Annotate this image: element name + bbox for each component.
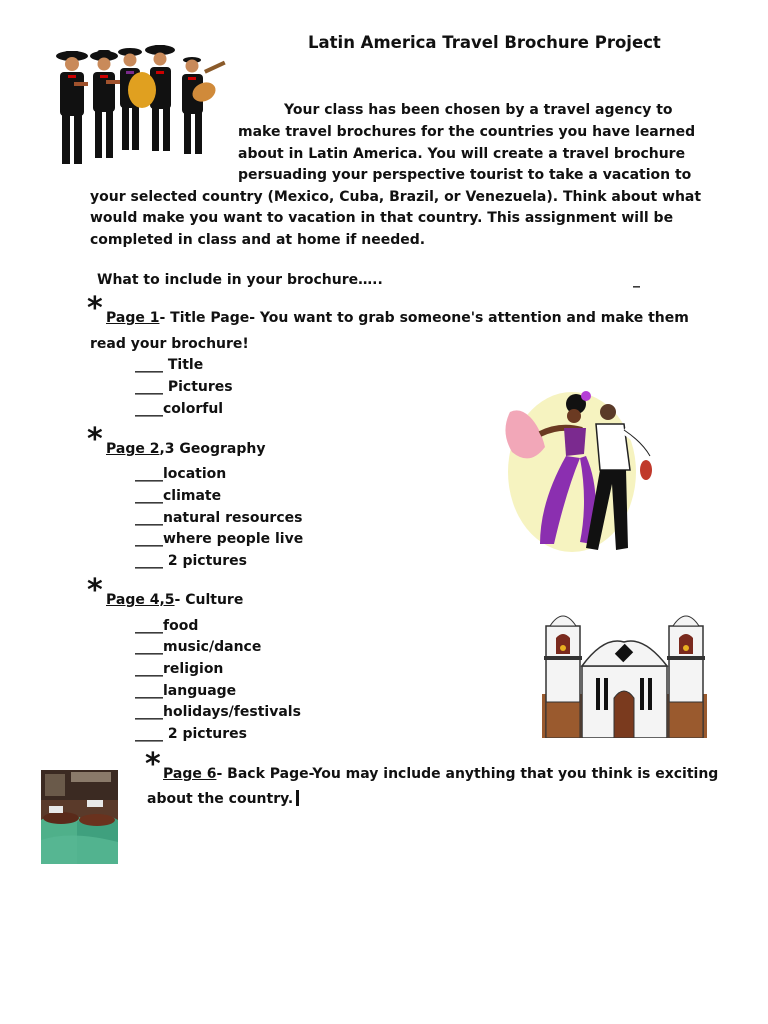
page1-item-colorful: ____colorful: [135, 401, 224, 417]
intro-line-4: persuading your perspective tourist to take a vacation to: [238, 167, 692, 183]
page45-item-pictures: ____ 2 pictures: [135, 726, 247, 742]
asterisk-icon: *: [145, 747, 161, 782]
page23-item-pictures: ____ 2 pictures: [135, 553, 247, 569]
intro-line-6: would make you want to vacation in that country. This assignment will be: [90, 210, 674, 226]
dancers-image: [500, 372, 660, 562]
page1-heading: [106, 309, 689, 327]
market-sacks-photo: [41, 770, 118, 864]
mariachi-band-image: [44, 42, 229, 170]
intro-line-2: make travel brochures for the countries you have learned: [238, 124, 696, 140]
page23-item-people: ____where people live: [135, 531, 304, 547]
page-title: Latin America Travel Brochure Project: [308, 33, 661, 52]
intro-line-1: Your class has been chosen by a travel agency to: [284, 102, 673, 118]
mission-church-image: [542, 606, 707, 738]
page23-heading: [106, 440, 266, 458]
page45-item-religion: ____religion: [135, 661, 224, 677]
page6-heading: [163, 765, 718, 783]
page45-item-food: ____food: [135, 618, 199, 634]
page1-item-title: ____ Title: [135, 357, 204, 373]
intro-line-5: your selected country (Mexico, Cuba, Brazil, or Venezuela). Think about what: [90, 189, 702, 205]
page1-description-cont: read your brochure!: [90, 336, 249, 352]
page45-description: - Culture: [174, 592, 244, 608]
page23-label: Page 2: [106, 441, 160, 457]
page45-item-holidays: ____holidays/festivals: [135, 704, 301, 720]
page23-item-climate: ____climate: [135, 488, 222, 504]
page45-label: Page 4,5: [106, 592, 175, 608]
page6-description-cont: about the country.: [147, 790, 299, 808]
intro-line-7: completed in class and at home if needed.: [90, 232, 426, 248]
include-dash: _: [633, 272, 640, 288]
page23-item-resources: ____natural resources: [135, 510, 303, 526]
asterisk-icon: *: [87, 422, 103, 457]
page6-description: - Back Page-You may include anything that you think is exciting: [216, 766, 719, 782]
asterisk-icon: *: [87, 291, 103, 326]
text-cursor: [296, 790, 299, 806]
intro-line-3: about in Latin America. You will create a travel brochure: [238, 146, 686, 162]
page6-label: Page 6: [163, 766, 217, 782]
page45-item-music: ____music/dance: [135, 639, 262, 655]
page1-description: - Title Page- You want to grab someone's attention and make them: [159, 310, 689, 326]
page45-heading: [106, 591, 243, 609]
asterisk-icon: *: [87, 573, 103, 608]
page45-item-language: ____language: [135, 683, 237, 699]
page1-item-pictures: ____ Pictures: [135, 379, 233, 395]
page23-description: ,3 Geography: [159, 441, 266, 457]
page1-label: Page 1: [106, 310, 160, 326]
include-heading: What to include in your brochure…..: [97, 272, 383, 288]
page23-item-location: ____location: [135, 466, 227, 482]
